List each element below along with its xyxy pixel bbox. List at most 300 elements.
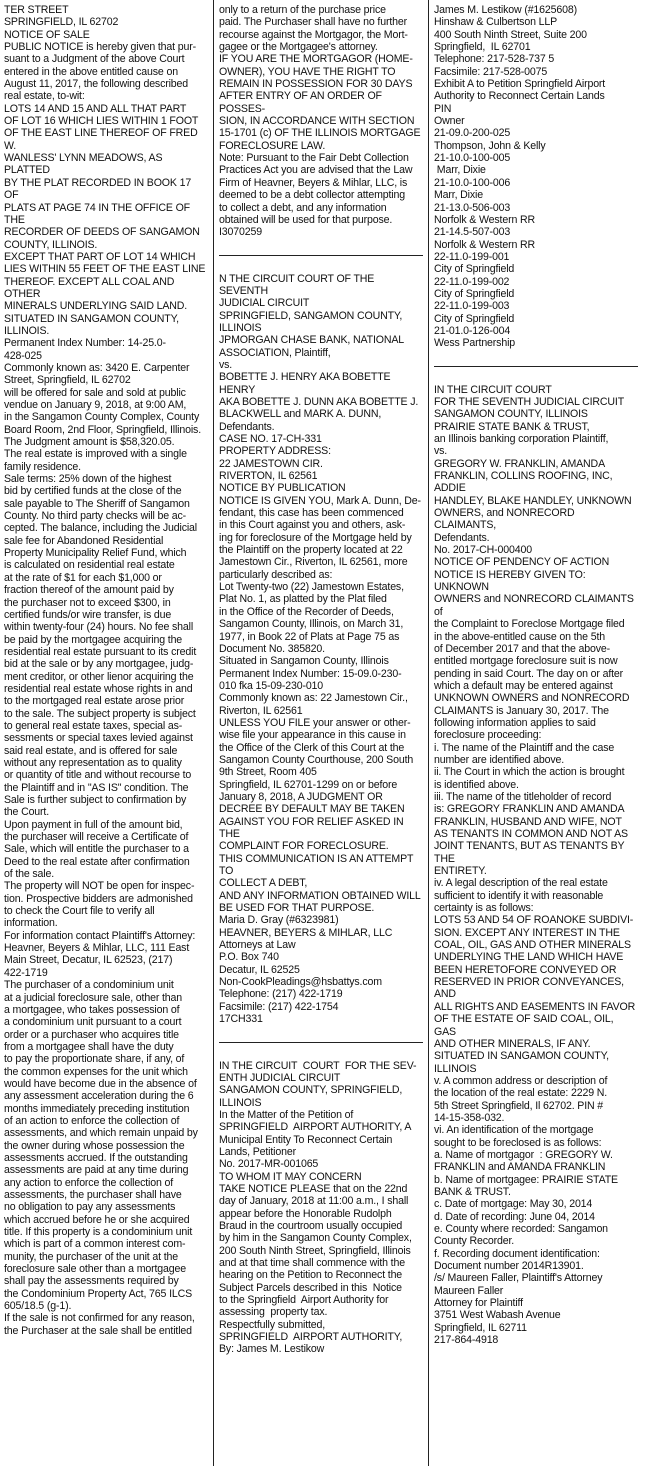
notice-line: foreclosure proceeding: (434, 729, 542, 742)
notice-line: tion. Prospective bidders are admonished (4, 892, 193, 905)
notice-line: Sale terms: 25% down of the highest (4, 473, 172, 486)
notice-line: August 11, 2017, the following described (4, 78, 189, 91)
notice-line: ii. The Court in which the action is brought (434, 766, 625, 779)
notice-line: any assessment acceleration during the 6 (4, 1090, 194, 1103)
notice-line: James M. Lestikow (#1625608) (434, 4, 578, 16)
notice-line: The Judgment amount is $58,320.05. (4, 436, 175, 449)
notice-line: No. 2017-MR-001065 (219, 1158, 319, 1171)
notice-line: an Illinois banking corporation Plaintiff, (434, 433, 609, 445)
notice-line: EXCEPT THAT PART OF LOT 14 WHICH (4, 250, 196, 263)
notice-line: THEREOF. EXCEPT ALL COAL AND OTHER (4, 275, 178, 300)
notice-line: the purchaser will receive a Certificate of (4, 831, 189, 844)
notice-line: OF LOT 16 WHICH LIES WITHIN 1 FOOT (4, 115, 199, 128)
notice-line: BANK & TRUST. (434, 1185, 511, 1198)
notice-line: v. A common address or description of (434, 1074, 608, 1087)
notice-line: in the Office of the Recorder of Deeds, (219, 605, 394, 618)
notice-line: gagee or the Mortgagee's attorney. (219, 41, 378, 54)
notice-line: 5th Street Springfield, Il 62702. PIN # (434, 1099, 604, 1112)
notice-line: AKA BOBETTE J. DUNN AKA BOBETTE J. (219, 395, 419, 408)
notice-line: MINERALS UNDERLYING SAID LAND. (4, 300, 188, 313)
notice-line: sale payable to The Sheriff of Sangamon (4, 497, 190, 510)
notice-separator (219, 255, 423, 256)
notice-line: residential real estate pursuant to its credit (4, 645, 197, 658)
notice-line: 22-11.0-199-002 (434, 275, 510, 288)
notice-line: LOTS 14 AND 15 AND ALL THAT PART (4, 102, 187, 115)
notice-line: said real estate, and is offered for sale (4, 744, 178, 757)
notice-line: or quantity of title and without recourse to (4, 769, 192, 782)
legal-notice (4, 4, 208, 1337)
notice-line: to general real estate taxes, special as- (4, 719, 183, 732)
notice-line: The property will NOT be open for inspec- (4, 880, 195, 893)
notice-line: LIES WITHIN 55 FEET OF THE EAST LINE (4, 263, 206, 276)
notice-line: cepted. The balance, including the Judicial (4, 522, 198, 535)
legal-notice (434, 384, 638, 1347)
notice-line: JPMORGAN CHASE BANK, NATIONAL (219, 334, 404, 347)
notice-line: COAL, OIL, GAS AND OTHER MINERALS (434, 939, 631, 952)
notice-line: Wess Partnership (434, 337, 516, 350)
notice-line: to check the Court file to verify all (4, 905, 155, 918)
notice-line: at a judicial foreclosure sale, other than (4, 991, 183, 1004)
notice-line: certified funds/or wire transfer, is due (4, 608, 172, 621)
notice-line: residential real estate whose rights in and (4, 682, 193, 695)
notice-line: entered in the above entitled cause on (4, 65, 178, 78)
notice-line: and at that time shall commence with the (219, 1257, 405, 1269)
notice-line: Jamestown Cir., Riverton, IL 62561, more (219, 556, 408, 569)
notice-line: In the Matter of the Petition of (219, 1108, 354, 1121)
notice-line: AS TENANTS IN COMMON AND NOT AS (434, 828, 628, 840)
notice-line: ILLINOIS. (4, 324, 50, 337)
notice-line: Note: Pursuant to the Fair Debt Collection (219, 152, 409, 165)
notice-line: 3751 West Wabash Avenue (434, 1309, 561, 1322)
notice-line: ASSOCIATION, Plaintiff, (219, 346, 331, 359)
notice-line: of the sale. (4, 868, 55, 881)
notice-line: Plat No. 1, as platted by the Plat filed (219, 593, 387, 606)
notice-line: in this Court against you and others, ask- (219, 519, 406, 532)
notice-line: to the sale. The subject property is subject (4, 707, 196, 720)
notice-line: TAKE NOTICE PLEASE that on the 22nd (219, 1182, 408, 1195)
notice-line: following information applies to said (434, 716, 596, 729)
notice-line: Marr, Dixie (434, 189, 483, 202)
notice-line: bid by certified funds at the close of the (4, 485, 182, 498)
notice-line: the Plaintiff and in "AS IS" condition. The (4, 781, 189, 794)
notice-line: which is part of a common interest com- (4, 1238, 186, 1251)
notice-line: a. Name of mortgagor : GREGORY W. (434, 1148, 613, 1161)
legal-notice (219, 273, 423, 1026)
notice-line: OF THE ESTATE OF SAID COAL, OIL, GAS (434, 1013, 617, 1038)
notice-line: Norfolk & Western RR (434, 238, 536, 251)
notice-line: FRANKLIN, HUSBAND AND WIFE, NOT (434, 815, 622, 828)
notice-line: sought to be foreclosed is as follows: (434, 1136, 602, 1149)
notice-line: The purchaser of a condominium unit (4, 979, 174, 992)
notice-line: PROPERTY ADDRESS: (219, 445, 331, 458)
notice-line: OF THE EAST LINE THEREOF OF FRED W. (4, 127, 201, 152)
notice-line: Marr, Dixie (434, 164, 486, 177)
notice-line: BLACKWELL and MARK A. DUNN, (219, 408, 382, 421)
notice-line: Facsimile: (217) 422-1754 (219, 1000, 339, 1013)
notice-line: the Condominium Property Act, 765 ILCS (4, 1287, 193, 1300)
notice-line: /s/ Maureen Faller, Plaintiff's Attorney (434, 1272, 603, 1285)
notice-line: of an action to enforce the collection of (4, 1114, 180, 1127)
notice-line: number are identified above. (434, 753, 565, 766)
notice-line: is identified above. (434, 778, 519, 791)
notice-line: Main Street, Decatur, IL 62523, (217) (4, 954, 173, 967)
column-1 (4, 4, 208, 1464)
notice-line: Heavner, Beyers & Mihlar, LLC, 111 East (4, 942, 190, 955)
notice-line: IN THE CIRCUIT COURT FOR THE SEV- (219, 1059, 417, 1072)
notice-line: assessments, the purchaser shall have (4, 1189, 182, 1201)
notice-line: By: James M. Lestikow (219, 1343, 325, 1356)
notice-line: ENTH JUDICIAL CIRCUIT (219, 1071, 341, 1084)
notice-line: sessments or special taxes levied against (4, 732, 193, 745)
notice-line: to collect a debt, and any information (219, 201, 387, 214)
notice-line: Upon payment in full of the amount bid, (4, 818, 183, 831)
notice-line: AND OTHER MINERALS, IF ANY. (434, 1037, 591, 1050)
column-2 (219, 4, 423, 1464)
notice-line: without any representation as to quality (4, 756, 182, 769)
notice-line: bid at the sale or by any mortgagee, judg- (4, 658, 194, 671)
notice-line: hearing on the Petition to Reconnect the (219, 1269, 403, 1282)
notice-line: 21-10.0-100-006 (434, 176, 511, 189)
notice-line: Commonly known as: 3420 E. Carpenter (4, 361, 190, 374)
notice-line: i. The name of the Plaintiff and the case (434, 741, 615, 754)
notice-line: BY THE PLAT RECORDED IN BOOK 17 OF (4, 176, 194, 202)
notice-line: 605/18.5 (g-1). (4, 1300, 72, 1313)
notice-line: Facsimile: 217-528-0075 (434, 65, 548, 78)
notice-line: Permanent Index Number: 14-25.0- (4, 337, 166, 350)
notice-line: Sale, which will entitle the purchaser to a (4, 843, 189, 856)
notice-line: COMPLAINT FOR FORECLOSURE. (219, 840, 389, 853)
notice-line: TO WHOM IT MAY CONCERN (219, 1170, 362, 1183)
notice-line: 21-10.0-100-005 (434, 152, 511, 165)
notice-line: For information contact Plaintiff's Attorney: (4, 929, 196, 942)
notice-line: day of January, 2018 at 11:00 a.m., I shall (219, 1195, 409, 1208)
notice-line: suant to a Judgment of the above Court (4, 53, 185, 66)
notice-line: SPRINGFIELD AIRPORT AUTHORITY, (219, 1331, 403, 1344)
notice-line: 15-1701 (c) OF THE ILLINOIS MORTGAGE (219, 127, 421, 140)
notice-line: 21-09.0-200-025 (434, 127, 511, 140)
notice-line: ment creditor, or other lienor acquiring the (4, 670, 194, 683)
notice-line: entitled mortgage foreclosure suit is now (434, 655, 618, 668)
notice-line: AND ANY INFORMATION OBTAINED WILL (219, 889, 421, 902)
notice-line: I3070259 (219, 226, 262, 239)
notice-line: UNDERLYING THE LAND WHICH HAVE (434, 951, 624, 964)
notice-line: Attorneys at Law (219, 939, 296, 952)
notice-line: 010 fka 15-09-230-010 (219, 679, 324, 692)
notice-line: pending in said Court. The day on or after (434, 667, 624, 680)
notice-line: assessments accrued. If the outstanding (4, 1151, 188, 1164)
notice-line: REMAIN IN POSSESSION FOR 30 DAYS (219, 78, 413, 91)
notice-line: ILLINOIS (219, 321, 262, 334)
notice-line: CASE NO. 17-CH-331 (219, 433, 322, 445)
notice-line: munity, the purchaser of the unit at the (4, 1250, 179, 1263)
notice-line: UNKNOWN OWNERS and NONRECORD (434, 692, 630, 705)
notice-line: Lands, Petitioner (219, 1145, 296, 1158)
notice-line: The real estate is improved with a single (4, 448, 187, 461)
notice-line: GREGORY W. FRANKLIN, AMANDA (434, 457, 605, 470)
column-3 (434, 4, 638, 1464)
notice-line: Authority to Reconnect Certain Lands (434, 90, 605, 103)
notice-line: iv. A legal description of the real estate (434, 877, 608, 890)
notice-line: the location of the real estate: 2229 N. (434, 1087, 608, 1100)
notice-line: paid. The Purchaser shall have no further (219, 16, 407, 29)
notice-line: 14-15-358-032. (434, 1111, 505, 1124)
notice-line: JUDICIAL CIRCUIT (219, 297, 310, 310)
notice-line: HANDLEY, BLAKE HANDLEY, UNKNOWN (434, 494, 632, 507)
notice-line: Practices Act you are advised that the Law (219, 164, 413, 177)
notice-line: information. (4, 917, 58, 930)
notice-line: County. No third party checks will be ac- (4, 510, 187, 523)
notice-line: AGAINST YOU FOR RELIEF ASKED IN THE (219, 815, 407, 840)
notice-line: JOINT TENANTS, BUT AS TENANTS BY THE (434, 840, 627, 865)
notice-line: City of Springfield (434, 263, 515, 276)
notice-line: Lot Twenty-two (22) Jamestown Estates, (219, 581, 404, 594)
notice-line: BEEN HERETOFORE CONVEYED OR (434, 963, 617, 976)
notice-line: Defendants. (219, 420, 275, 433)
notice-line: by him in the Sangamon County Complex, (219, 1232, 412, 1245)
notice-line: NOTICE OF PENDENCY OF ACTION (434, 556, 610, 569)
notice-line: January 8, 2018, A JUDGMENT OR (219, 790, 383, 803)
notice-line: Situated in Sangamon County, Illinois (219, 655, 389, 668)
notice-line: Document number 2014R13901. (434, 1260, 584, 1273)
notice-line: Norfolk & Western RR (434, 213, 536, 226)
notice-line: 21-01.0-126-004 (434, 324, 511, 337)
notice-line: deemed to be a debt collector attempting (219, 189, 405, 202)
notice-line: Attorney for Plaintiff (434, 1297, 523, 1310)
notice-line: Owner (434, 115, 465, 128)
notice-line: TER STREET (4, 4, 69, 16)
notice-line: of December 2017 and that the above- (434, 642, 610, 655)
notice-separator (434, 366, 638, 367)
notice-line: obtained will be used for that purpose. (219, 213, 393, 226)
notice-line: 9th Street, Room 405 (219, 766, 317, 779)
notice-line: City of Springfield (434, 287, 515, 300)
notice-line: 422-1719 (4, 966, 48, 979)
notice-line: NOTICE IS GIVEN YOU, Mark A. Dunn, De- (219, 494, 421, 507)
notice-line: SANGAMON COUNTY, SPRINGFIELD, (219, 1084, 403, 1097)
column-divider (213, 0, 214, 1466)
notice-line: 21-13.0-506-003 (434, 201, 511, 214)
notice-line: Street, Springfield, IL 62702 (4, 374, 131, 387)
notice-line: assessments are paid at any time during (4, 1164, 189, 1177)
notice-line: assessments, and which remain unpaid by (4, 1127, 198, 1140)
notice-line: the Complaint to Foreclose Mortgage filed (434, 618, 625, 631)
notice-line: Maria D. Gray (#6323981) (219, 914, 339, 927)
notice-line: SPRINGFIELD AIRPORT AUTHORITY, A (219, 1121, 412, 1134)
notice-line: in the above-entitled cause on the 5th (434, 630, 605, 643)
legal-notice (219, 1060, 423, 1356)
notice-line: HEAVNER, BEYERS & MIHLAR, LLC (219, 926, 393, 939)
notice-line: P.O. Box 740 (219, 951, 279, 964)
notice-line: ILLINOIS (434, 1062, 477, 1075)
notice-line: fendant, this case has been commenced (219, 507, 404, 520)
notice-line: is: GREGORY FRANKLIN AND AMANDA (434, 803, 625, 816)
notice-line: OWNERS, and NONRECORD CLAIMANTS, (434, 507, 581, 532)
notice-line: CLAIMANTS is January 30, 2017. The (434, 704, 609, 717)
notice-line: wise file your appearance in this cause in (219, 729, 406, 742)
notice-line: the Purchaser at the sale shall be entitled (4, 1324, 192, 1337)
notice-line: N THE CIRCUIT COURT OF THE SEVENTH (219, 272, 378, 297)
notice-line: FRANKLIN and AMANDA FRANKLIN (434, 1161, 606, 1174)
notice-line: title. If this property is a condominium unit (4, 1226, 193, 1239)
notice-line: 17CH331 (219, 1013, 263, 1026)
notice-line: FOR THE SEVENTH JUDICIAL CIRCUIT (434, 395, 625, 408)
notice-line: certainty is as follows: (434, 902, 534, 915)
notice-line: in the Sangamon County Complex, County (4, 411, 200, 424)
notice-line: would have become due in the absence of (4, 1077, 197, 1090)
notice-line: RESERVED IN PRIOR CONVEYANCES, AND (434, 976, 627, 1001)
notice-line: SITUATED IN SANGAMON COUNTY, (4, 312, 179, 325)
notice-line: no obligation to pay any assessments (4, 1201, 176, 1214)
notice-line: Riverton, IL 62561 (219, 704, 303, 717)
notice-line: will be offered for sale and sold at public (4, 386, 186, 399)
notice-line: Municipal Entity To Reconnect Certain (219, 1133, 393, 1146)
notice-line: AFTER ENTRY OF AN ORDER OF POSSES- (219, 90, 385, 115)
notice-line: vs. (219, 358, 233, 371)
notice-line: DECREE BY DEFAULT MAY BE TAKEN (219, 803, 405, 816)
notice-line: Hinshaw & Culbertson LLP (434, 16, 558, 29)
notice-line: iii. The name of the titleholder of record (434, 790, 612, 803)
notice-line: Thompson, John & Kelly (434, 139, 546, 152)
notice-line: SION. EXCEPT ANY INTEREST IN THE (434, 926, 620, 939)
notice-line: b. Name of mortgagee: PRAIRIE STATE (434, 1173, 618, 1186)
notice-line: PIN (434, 102, 452, 115)
notice-line: County Recorder. (434, 1235, 515, 1248)
notice-separator (219, 1042, 423, 1043)
notice-line: Permanent Index Number: 15-09.0-230- (219, 667, 402, 680)
notice-line: months immediately preceding institution (4, 1102, 190, 1115)
notice-line: a mortgagee, who takes possession of (4, 1003, 180, 1016)
notice-line: Springfield, IL 62701 (434, 41, 531, 54)
notice-line: ILLINOIS (219, 1096, 262, 1109)
notice-line: the owner during whose possession the (4, 1139, 185, 1152)
notice-line: NOTICE OF SALE (4, 28, 90, 41)
notice-line: 200 South Ninth Street, Springfield, Illinois (219, 1244, 411, 1257)
notice-line: Telephone: (217) 422-1719 (219, 988, 343, 1001)
notice-line: sufficient to identify it with reasonable (434, 889, 604, 902)
notice-line: Exhibit A to Petition Springfield Airport (434, 78, 606, 91)
notice-line: UNLESS YOU FILE your answer or other- (219, 716, 411, 729)
notice-line: Springfield, IL 62711 (434, 1321, 527, 1334)
notice-line: be paid by the mortgagee acquiring the (4, 633, 183, 646)
notice-line: COUNTY, ILLINOIS. (4, 238, 98, 251)
notice-line: FRANKLIN, COLLINS ROOFING, INC, ADDIE (434, 470, 615, 495)
notice-line: from a mortgagee shall have the duty (4, 1040, 174, 1053)
notice-line: Non-CookPleadings@hsbattys.com (219, 976, 382, 989)
notice-line: NOTICE IS HEREBY GIVEN TO: UNKNOWN (434, 568, 592, 594)
notice-line: FORECLOSURE LAW. (219, 139, 326, 152)
notice-line: only to a return of the purchase price (219, 4, 386, 16)
notice-line: vendue on January 9, 2018, at 9:00 AM, (4, 399, 187, 411)
notice-line: fraction thereof of the amount paid by (4, 584, 174, 597)
notice-line: IF YOU ARE THE MORTGAGOR (HOME- (219, 53, 413, 66)
notice-line: 22 JAMESTOWN CIR. (219, 457, 323, 470)
notice-line: Subject Parcels described in this Notice (219, 1281, 402, 1294)
notice-line: PUBLIC NOTICE is hereby given that pur- (4, 41, 196, 54)
notice-line: the Plaintiff on the property located at 22 (219, 544, 403, 557)
notice-line: Telephone: 217-528-737 5 (434, 53, 555, 66)
notice-line: PRAIRIE STATE BANK & TRUST, (434, 420, 590, 433)
notice-line: is calculated on residential real estate (4, 559, 175, 572)
notice-line: Document No. 385820. (219, 642, 325, 655)
notice-line: 22-11.0-199-003 (434, 300, 510, 313)
notice-line: Defendants. (434, 531, 490, 544)
notice-line: LOTS 53 AND 54 OF ROANOKE SUBDIVI- (434, 914, 634, 927)
notice-line: ENTIRETY. (434, 865, 487, 878)
notice-line: e. County where recorded: Sangamon (434, 1223, 608, 1235)
notice-line: Decatur, IL 62525 (219, 963, 300, 976)
notice-line: the Court. (4, 806, 50, 819)
notice-line: Property Municipality Relief Fund, which (4, 547, 187, 560)
notice-line: IN THE CIRCUIT COURT (434, 383, 552, 396)
notice-line: SPRINGFIELD, SANGAMON COUNTY, (219, 309, 403, 322)
notice-line: Braud in the courtroom usually occupied (219, 1219, 403, 1232)
notice-line: No. 2017-CH-000400 (434, 544, 533, 557)
notice-line: 21-14.5-507-003 (434, 226, 511, 239)
notice-line: WANLESS' LYNN MEADOWS, AS PLATTED (4, 152, 166, 177)
notice-line: Sangamon County Courthouse, 200 South (219, 753, 414, 766)
legal-notice (219, 4, 423, 239)
notice-line: OWNER), YOU HAVE THE RIGHT TO (219, 65, 396, 78)
notice-line: to the mortgaged real estate arose prior (4, 695, 185, 708)
notice-line: shall pay the assessments required by (4, 1275, 179, 1288)
notice-line: at the rate of $1 for each $1,000 or (4, 571, 162, 584)
notice-line: If the sale is not confirmed for any reason, (4, 1312, 195, 1325)
notice-line: 428-025 (4, 349, 42, 362)
notice-line: SION, IN ACCORDANCE WITH SECTION (219, 115, 415, 128)
notice-line: within twenty-four (24) hours. No fee shall (4, 621, 194, 634)
notice-line: Sale is further subject to confirmation by (4, 794, 187, 806)
notice-line: Board Room, 2nd Floor, Springfield, Illinois. (4, 423, 201, 436)
notice-line: appear before the Honorable Rudolph (219, 1207, 392, 1220)
notice-line: any action to enforce the collection of (4, 1176, 174, 1189)
notice-line: particularly described as: (219, 568, 333, 581)
notice-line: a condominium unit pursuant to a court (4, 1016, 182, 1029)
notice-line: NOTICE BY PUBLICATION (219, 482, 346, 495)
notice-line: 217-864-4918 (434, 1334, 499, 1347)
notice-line: City of Springfield (434, 312, 515, 325)
notice-line: Sangamon County, Illinois, on March 31, (219, 618, 404, 631)
notice-line: PLATS AT PAGE 74 IN THE OFFICE OF THE (4, 201, 193, 226)
notice-line: SANGAMON COUNTY, ILLINOIS (434, 408, 588, 421)
notice-line: Commonly known as: 22 Jamestown Cir., (219, 692, 408, 705)
column-divider (428, 0, 429, 1466)
notice-line: vs. (434, 445, 448, 458)
notice-line: RIVERTON, IL 62561 (219, 470, 318, 483)
notice-line: which accrued before he or she acquired (4, 1213, 190, 1226)
notice-line: ing for foreclosure of the Mortgage held by (219, 531, 412, 544)
notice-line: real estate, to-wit: (4, 90, 85, 103)
notice-line: 22-11.0-199-001 (434, 250, 510, 263)
notice-line: foreclosure sale other than a mortgagee (4, 1263, 187, 1276)
notice-line: d. Date of recording: June 04, 2014 (434, 1210, 595, 1223)
notice-line: 400 South Ninth Street, Suite 200 (434, 28, 587, 41)
notice-line: the common expenses for the unit which (4, 1065, 188, 1078)
notice-line: assessing property tax. (219, 1306, 328, 1319)
notice-line: f. Recording document identification: (434, 1247, 600, 1260)
notice-line: vi. An identification of the mortgage (434, 1124, 594, 1137)
notice-line: sale fee for Abandoned Residential (4, 534, 164, 547)
notice-line: BE USED FOR THAT PURPOSE. (219, 902, 375, 915)
notice-line: SPRINGFIELD, IL 62702 (4, 16, 119, 29)
notice-line: OWNERS and NONRECORD CLAIMANTS of (434, 593, 637, 618)
notice-line: SITUATED IN SANGAMON COUNTY, (434, 1050, 609, 1063)
notice-line: RECORDER OF DEEDS OF SANGAMON (4, 226, 200, 239)
notice-line: to the Springfield Airport Authority for (219, 1294, 389, 1307)
notice-line: recourse against the Mortgagor, the Mort- (219, 28, 408, 41)
notice-line: Respectfully submitted, (219, 1318, 326, 1331)
notice-line: c. Date of mortgage: May 30, 2014 (434, 1198, 593, 1211)
legal-notice (434, 4, 638, 350)
